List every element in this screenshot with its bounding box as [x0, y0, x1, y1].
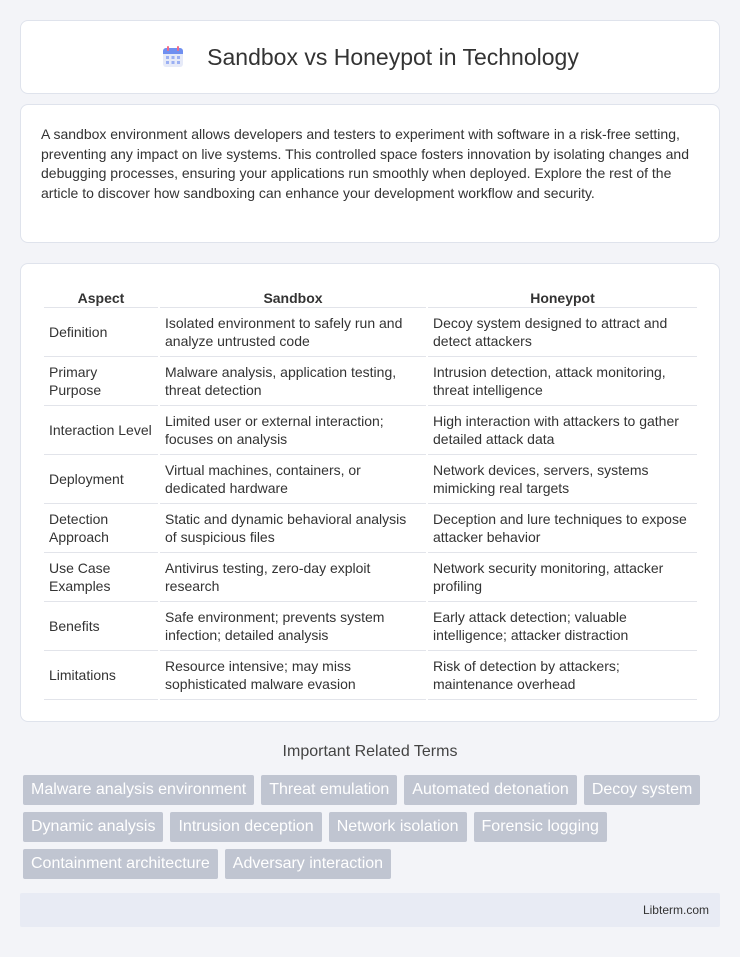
related-term-tag[interactable]: Dynamic analysis [23, 812, 163, 842]
header-honeypot: Honeypot [428, 286, 697, 308]
sandbox-cell: Safe environment; prevents system infection; detailed analysis [160, 602, 426, 651]
header-sandbox: Sandbox [160, 286, 426, 308]
honeypot-cell: Intrusion detection, attack monitoring, threat intelligence [428, 357, 697, 406]
related-term-tag[interactable]: Decoy system [584, 775, 700, 805]
sandbox-cell: Limited user or external interaction; focuses on analysis [160, 406, 426, 455]
title-card [20, 20, 720, 94]
table-row [44, 308, 697, 357]
aspect-cell: Primary Purpose [44, 357, 158, 406]
aspect-cell: Deployment [44, 455, 158, 504]
honeypot-cell: High interaction with attackers to gather detailed attack data [428, 406, 697, 455]
honeypot-cell: Risk of detection by attackers; maintenance overhead [428, 651, 697, 700]
sandbox-cell: Malware analysis, application testing, threat detection [160, 357, 426, 406]
related-term-tag[interactable]: Intrusion deception [170, 812, 321, 842]
comparison-table-card [20, 263, 720, 722]
table-row [44, 553, 697, 602]
related-terms-tags [23, 775, 723, 879]
table-row [44, 602, 697, 651]
related-term-tag[interactable]: Network isolation [329, 812, 467, 842]
honeypot-cell: Network devices, servers, systems mimicking real targets [428, 455, 697, 504]
aspect-cell: Detection Approach [44, 504, 158, 553]
related-term-tag[interactable]: Adversary interaction [225, 849, 391, 879]
title-row [21, 21, 719, 93]
honeypot-cell: Decoy system designed to attract and detect attackers [428, 308, 697, 357]
comparison-table [42, 286, 699, 700]
page-title: Sandbox vs Honeypot in Technology [207, 43, 579, 70]
honeypot-cell: Early attack detection; valuable intelligence; attacker distraction [428, 602, 697, 651]
footer [20, 893, 720, 927]
table-row [44, 455, 697, 504]
calendar-grid-icon [161, 45, 185, 69]
table-header-row [44, 286, 697, 308]
footer-site-link[interactable]: Libterm.com [642, 903, 709, 917]
table-row [44, 357, 697, 406]
related-term-tag[interactable]: Automated detonation [404, 775, 577, 805]
related-term-tag[interactable]: Containment architecture [23, 849, 218, 879]
table-row [44, 651, 697, 700]
table-row [44, 406, 697, 455]
honeypot-cell: Deception and lure techniques to expose attacker behavior [428, 504, 697, 553]
aspect-cell: Definition [44, 308, 158, 357]
aspect-cell: Limitations [44, 651, 158, 700]
related-term-tag[interactable]: Forensic logging [474, 812, 607, 842]
sandbox-cell: Static and dynamic behavioral analysis of suspicious files [160, 504, 426, 553]
aspect-cell: Benefits [44, 602, 158, 651]
table-row [44, 504, 697, 553]
sandbox-cell: Virtual machines, containers, or dedicated hardware [160, 455, 426, 504]
related-terms-title: Important Related Terms [282, 743, 458, 760]
sandbox-cell: Isolated environment to safely run and analyze untrusted code [160, 308, 426, 357]
aspect-cell: Interaction Level [44, 406, 158, 455]
related-term-tag[interactable]: Threat emulation [261, 775, 397, 805]
sandbox-cell: Antivirus testing, zero-day exploit research [160, 553, 426, 602]
header-aspect: Aspect [44, 286, 158, 308]
intro-paragraph: A sandbox environment allows developers and testers to experiment with software in a risk-free setting, preventing any impact on live systems. This controlled space fosters innovation by isolating changes and debugging processes, ensuring your applications run smoothly when deployed. Explore the rest of the article to discover how sandboxing can enhance your development workflow and security. [41, 126, 689, 201]
honeypot-cell: Network security monitoring, attacker profiling [428, 553, 697, 602]
related-term-tag[interactable]: Malware analysis environment [23, 775, 254, 805]
sandbox-cell: Resource intensive; may miss sophisticated malware evasion [160, 651, 426, 700]
aspect-cell: Use Case Examples [44, 553, 158, 602]
intro-card [20, 104, 720, 243]
